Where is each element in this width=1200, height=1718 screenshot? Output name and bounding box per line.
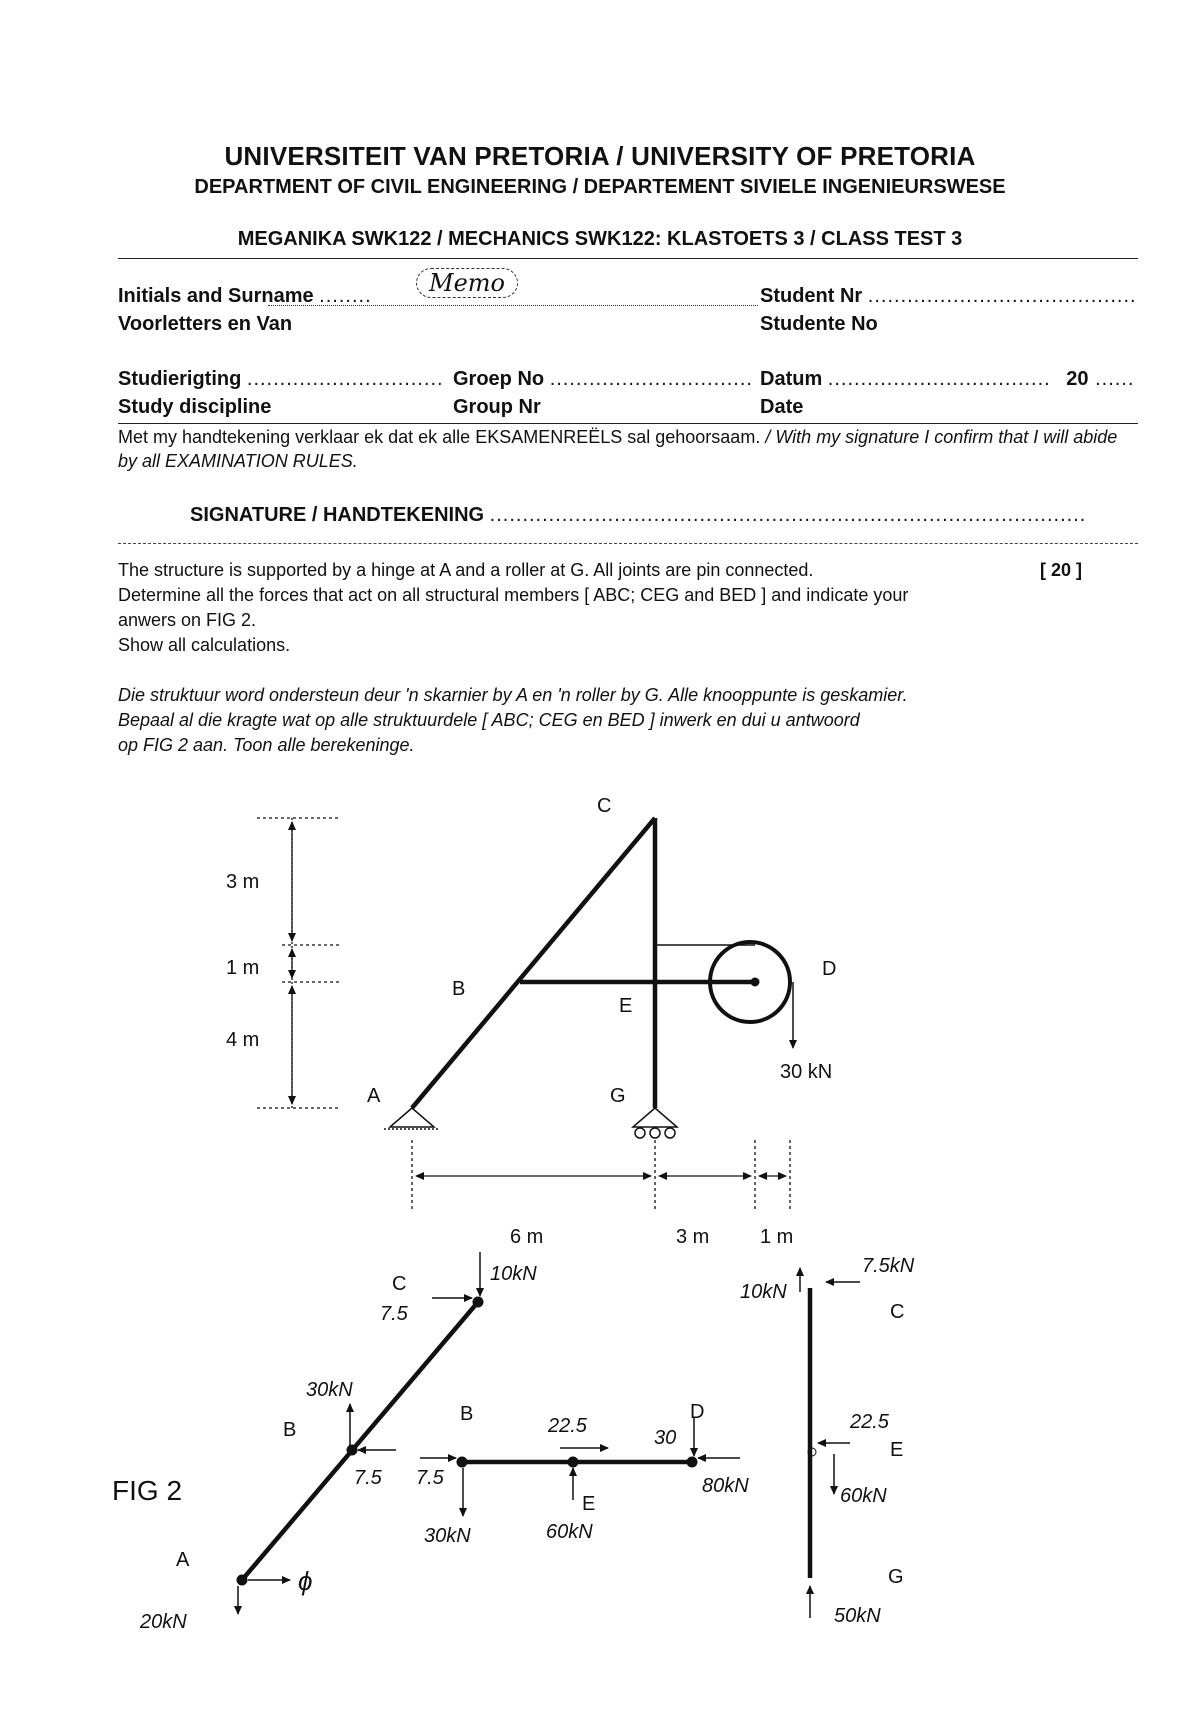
fig2-label-E: E (582, 1493, 596, 1515)
fig1-label-A: A (367, 1085, 381, 1107)
fig1-label-G: G (610, 1085, 626, 1107)
ceg-c-vert: 10kN (740, 1281, 787, 1303)
initials-value: Memo (416, 268, 518, 298)
bed-b-down: 30kN (424, 1525, 471, 1547)
group-label: Groep No ............................... (453, 368, 753, 390)
question-af-line2: Bepaal al die kragte wat op alle struktuurdele [ ABC; CEG en BED ] inwerk en dui u antwoord (118, 710, 860, 730)
dim-3m: 3 m (226, 871, 260, 893)
fig1-label-B: B (452, 978, 466, 1000)
hinge-support-A (384, 1108, 440, 1129)
dim-1m-h: 1 m (760, 1226, 794, 1248)
fig2-label-C2: C (890, 1301, 905, 1323)
question-af-line3: op FIG 2 aan. Toon alle berekeninge. (118, 735, 415, 755)
abc-c-horiz: 7.5 (380, 1303, 408, 1325)
abc-b-horiz: 7.5 (354, 1467, 382, 1489)
fig2-label-A: A (176, 1549, 190, 1571)
fig1-label-C: C (597, 795, 612, 817)
fig2-label-C: C (392, 1273, 407, 1295)
student-nr-label: Student Nr ......................................... (760, 285, 1137, 307)
fig1 (257, 818, 793, 1212)
department-title: DEPARTMENT OF CIVIL ENGINEERING / DEPARTEMENT SIVIELE INGENIEURSWESE (194, 176, 1006, 198)
initials-label: Initials and Surname ........ (118, 285, 372, 307)
abc-c-vert: 10kN (490, 1263, 537, 1285)
roller-support-G (633, 1108, 677, 1138)
group-label-en: Group Nr (453, 396, 541, 418)
fig2-handwritten-values (139, 1255, 915, 1633)
date-label: Datum .................................. 20 ...... (760, 368, 1135, 390)
fig1-label-D: D (822, 958, 837, 980)
fig1-label-E: E (619, 995, 633, 1017)
fig2-label-B2: B (460, 1403, 474, 1425)
university-title: UNIVERSITEIT VAN PRETORIA / UNIVERSITY OF PRETORIA (224, 141, 976, 171)
abc-a-horiz: ϕ (298, 1566, 313, 1596)
question-en-line2: Determine all the forces that act on all structural members [ ABC; CEG and BED ] and indicate your (118, 585, 909, 605)
question-en-line1: The structure is supported by a hinge at A and a roller at G. All joints are pin connected. (118, 560, 814, 580)
ceg-e-horiz: 22.5 (850, 1411, 889, 1433)
bed-d-vert: 30 (654, 1427, 677, 1449)
discipline-label-en: Study discipline (118, 396, 272, 418)
fig2-label-D: D (690, 1401, 705, 1423)
initials-label-af: Voorletters en Van (118, 313, 293, 335)
fig1-horizontal-dimensions (412, 1140, 790, 1212)
date-label-en: Date (760, 396, 804, 418)
load-label: 30 kN (780, 1061, 833, 1083)
signature-label: SIGNATURE / HANDTEKENING ........................................................................................... (190, 504, 1087, 526)
question-af-line1: Die struktuur word ondersteun deur 'n skarnier by A en 'n roller by G. Alle knooppunte is geskamier. (118, 685, 908, 705)
member-ABC (412, 818, 655, 1108)
bed-e-horiz: 22.5 (548, 1415, 587, 1437)
ceg-e-down: 60kN (840, 1485, 887, 1507)
fig2-title: FIG 2 (112, 1475, 183, 1506)
abc-a-down: 20kN (140, 1611, 187, 1633)
fig1-vertical-dimensions (257, 818, 340, 1108)
fig2-label-E2: E (890, 1439, 904, 1461)
dim-6m: 6 m (510, 1226, 544, 1248)
fig2-labels (112, 1273, 904, 1588)
declaration: Met my handtekening verklaar ek dat ek alle EKSAMENREËLS sal gehoorsaam. / With my signature I confirm that I will abide by all EXAMINATION RULES. (118, 427, 1118, 471)
discipline-label: Studierigting .............................. (118, 368, 444, 390)
ceg-g-up: 50kN (834, 1605, 881, 1627)
question-en-line4: Show all calculations. (118, 635, 291, 655)
bed-e-up: 60kN (546, 1521, 593, 1543)
dim-4m: 4 m (226, 1029, 260, 1051)
dim-3m-h: 3 m (676, 1226, 710, 1248)
fig2-label-G: G (888, 1566, 904, 1588)
fig2-label-B: B (283, 1419, 297, 1441)
question-en-line3: anwers on FIG 2. (118, 610, 257, 630)
bed-b-horiz: 7.5 (416, 1467, 444, 1489)
ceg-c-horiz: 7.5kN (862, 1255, 915, 1277)
marks: [ 20 ] (1040, 560, 1083, 580)
dim-1m: 1 m (226, 957, 260, 979)
abc-b-up: 30kN (306, 1379, 353, 1401)
student-nr-label-af: Studente No (760, 313, 878, 335)
course-title: MEGANIKA SWK122 / MECHANICS SWK122: KLASTOETS 3 / CLASS TEST 3 (237, 228, 963, 250)
bed-d-horiz: 80kN (702, 1475, 749, 1497)
